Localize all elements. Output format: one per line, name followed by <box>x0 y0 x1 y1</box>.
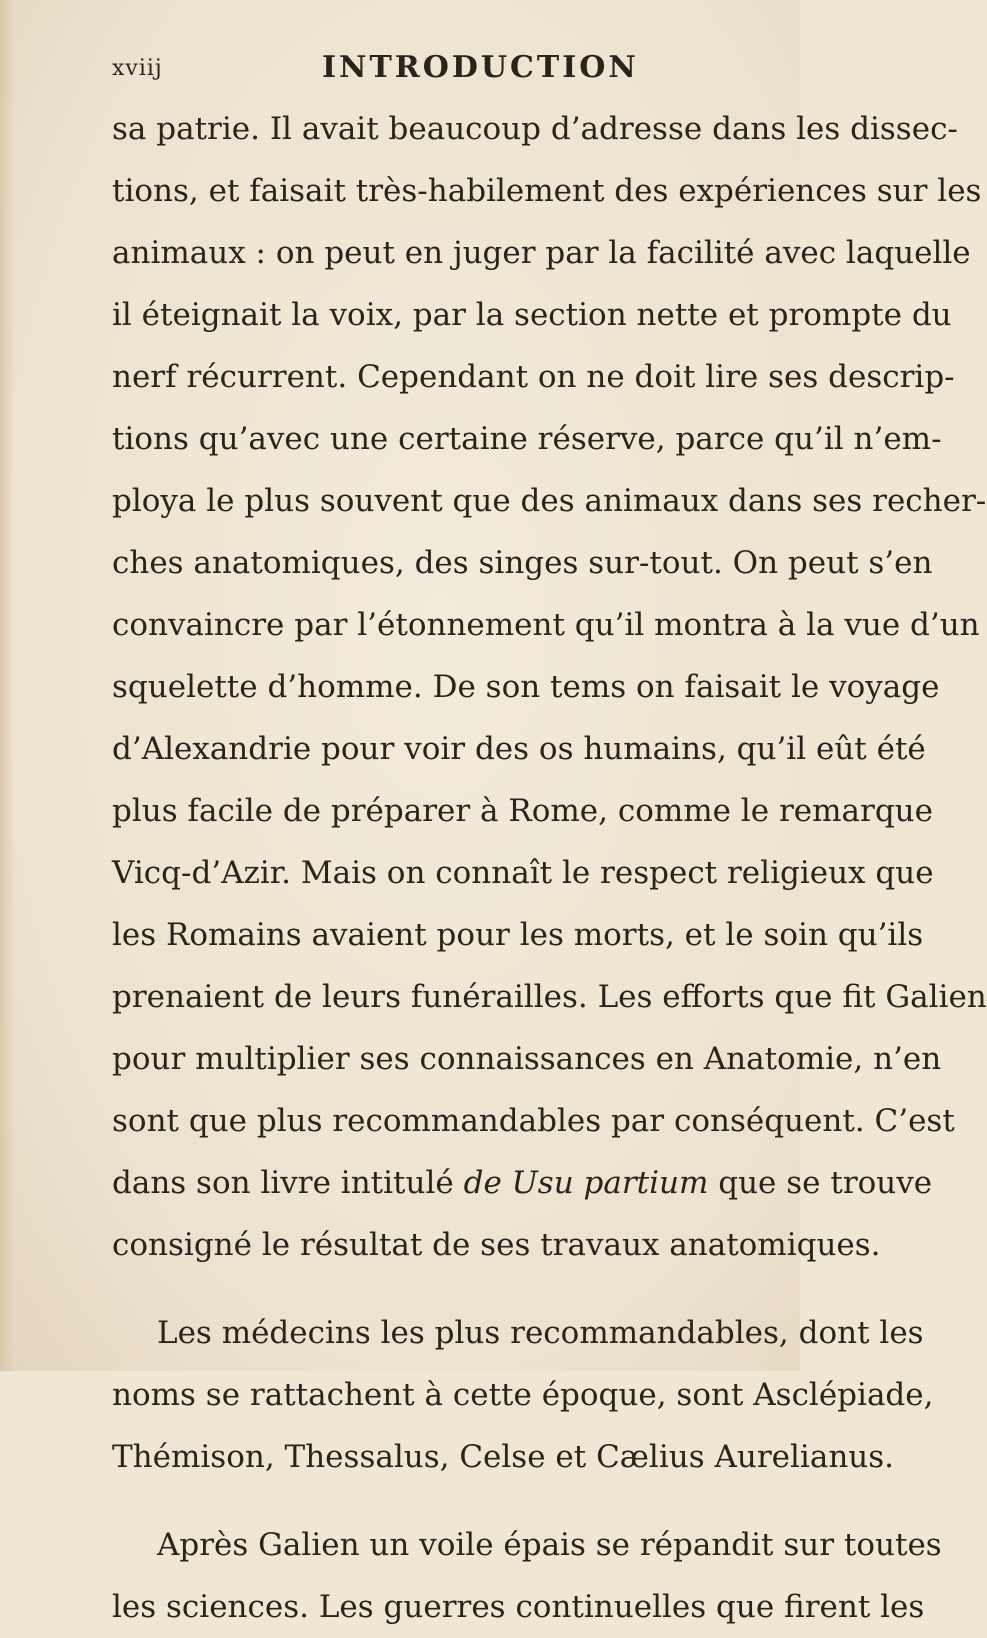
page-gutter-shadow <box>0 0 14 1371</box>
page-header <box>112 50 752 90</box>
paragraph-3 <box>112 1514 942 1638</box>
paragraph-1 <box>112 98 987 1276</box>
text-fragment: que se trouve <box>708 1165 933 1201</box>
text-line: les sciences. Les guerres continuelles que firent les <box>112 1589 925 1625</box>
text-line: ploya le plus souvent que des animaux dans ses recher- <box>112 483 987 519</box>
text-line: sa patrie. Il avait beaucoup d’adresse dans les dissec- <box>112 111 958 147</box>
text-line: Les médecins les plus recommandables, dont les <box>157 1315 924 1351</box>
text-line: convaincre par l’étonnement qu’il montra à la vue d’un <box>112 607 980 643</box>
page-number: xviij <box>112 56 163 81</box>
text-line: ches anatomiques, des singes sur-tout. On peut s’en <box>112 545 933 581</box>
text-line: tions qu’avec une certaine réserve, parce qu’il n’em- <box>112 421 942 457</box>
text-line: noms se rattachent à cette époque, sont Asclépiade, <box>112 1377 934 1413</box>
text-line: tions, et faisait très-habilement des expériences sur les <box>112 173 982 209</box>
text-line: nerf récurrent. Cependant on ne doit lire ses descrip- <box>112 359 955 395</box>
text-line: les Romains avaient pour les morts, et le soin qu’ils <box>112 917 924 953</box>
book-title: de Usu partium <box>463 1165 709 1201</box>
text-line: animaux : on peut en juger par la facilité avec laquelle <box>112 235 971 271</box>
text-fragment: dans son livre intitulé <box>112 1165 464 1201</box>
paragraph-2 <box>112 1302 934 1488</box>
text-line: pour multiplier ses connaissances en Anatomie, n’en <box>112 1041 942 1077</box>
text-line: Vicq-d’Azir. Mais on connaît le respect religieux que <box>112 855 934 891</box>
text-line: plus facile de préparer à Rome, comme le remarque <box>112 793 933 829</box>
body-text <box>112 98 987 1638</box>
text-line: sont que plus recommandables par conséquent. C’est <box>112 1103 955 1139</box>
text-line: il éteignait la voix, par la section nette et prompte du <box>112 297 952 333</box>
text-line: prenaient de leurs funérailles. Les efforts que fit Galien <box>112 979 987 1015</box>
running-title: INTRODUCTION <box>322 50 639 85</box>
text-line: Après Galien un voile épais se répandit sur toutes <box>157 1527 942 1563</box>
text-line: squelette d’homme. De son tems on faisait le voyage <box>112 669 940 705</box>
text-line: consigné le résultat de ses travaux anatomiques. <box>112 1227 881 1263</box>
text-line-with-title <box>112 1152 933 1214</box>
text-line: Thémison, Thessalus, Celse et Cælius Aurelianus. <box>112 1439 895 1475</box>
text-line: d’Alexandrie pour voir des os humains, qu’il eût été <box>112 731 926 767</box>
